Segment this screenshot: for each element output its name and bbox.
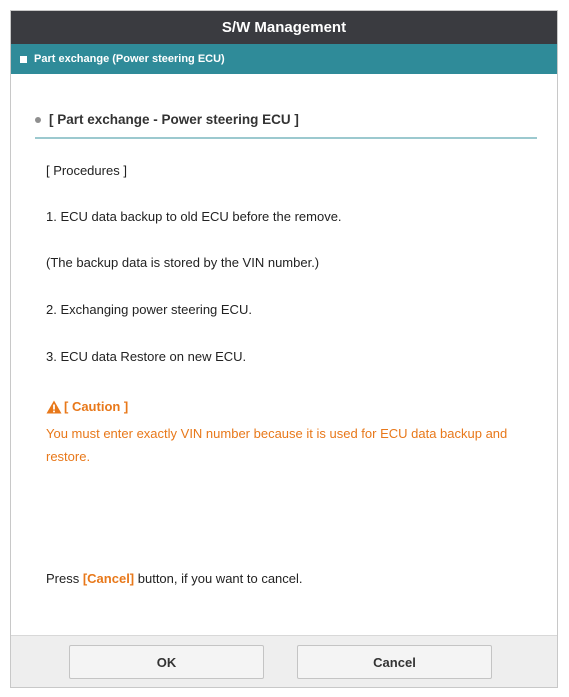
step-1-note: (The backup data is stored by the VIN number.) (46, 255, 320, 270)
step-1: 1. ECU data backup to old ECU before the remove. (46, 209, 342, 224)
press-cancel-highlight: [Cancel] (82, 571, 135, 586)
bullet-icon (35, 117, 41, 123)
caution-heading (46, 399, 128, 414)
step-3: 3. ECU data Restore on new ECU. (46, 349, 247, 364)
press-cancel-line (46, 571, 303, 586)
press-suffix: button, if you want to cancel. (134, 571, 303, 586)
cancel-button[interactable]: Cancel (297, 645, 492, 679)
heading-text: [ Part exchange - Power steering ECU ] (49, 112, 299, 127)
ok-button[interactable]: OK (69, 645, 264, 679)
press-prefix: Press (46, 571, 83, 586)
sw-management-dialog (10, 10, 558, 688)
caution-text: You must enter exactly VIN number because it is used for ECU data backup and restore. (46, 426, 508, 464)
procedures-label: [ Procedures ] (46, 163, 127, 178)
content-heading (35, 112, 537, 139)
caution-title: [ Caution ] (64, 399, 129, 414)
square-icon (20, 56, 27, 63)
section-title: Part exchange (Power steering ECU) (34, 53, 225, 65)
warning-icon (46, 400, 62, 414)
dialog-title: S/W Management (11, 11, 557, 44)
dialog-footer (11, 635, 557, 688)
step-2: 2. Exchanging power steering ECU. (46, 302, 252, 317)
section-header (11, 44, 557, 74)
